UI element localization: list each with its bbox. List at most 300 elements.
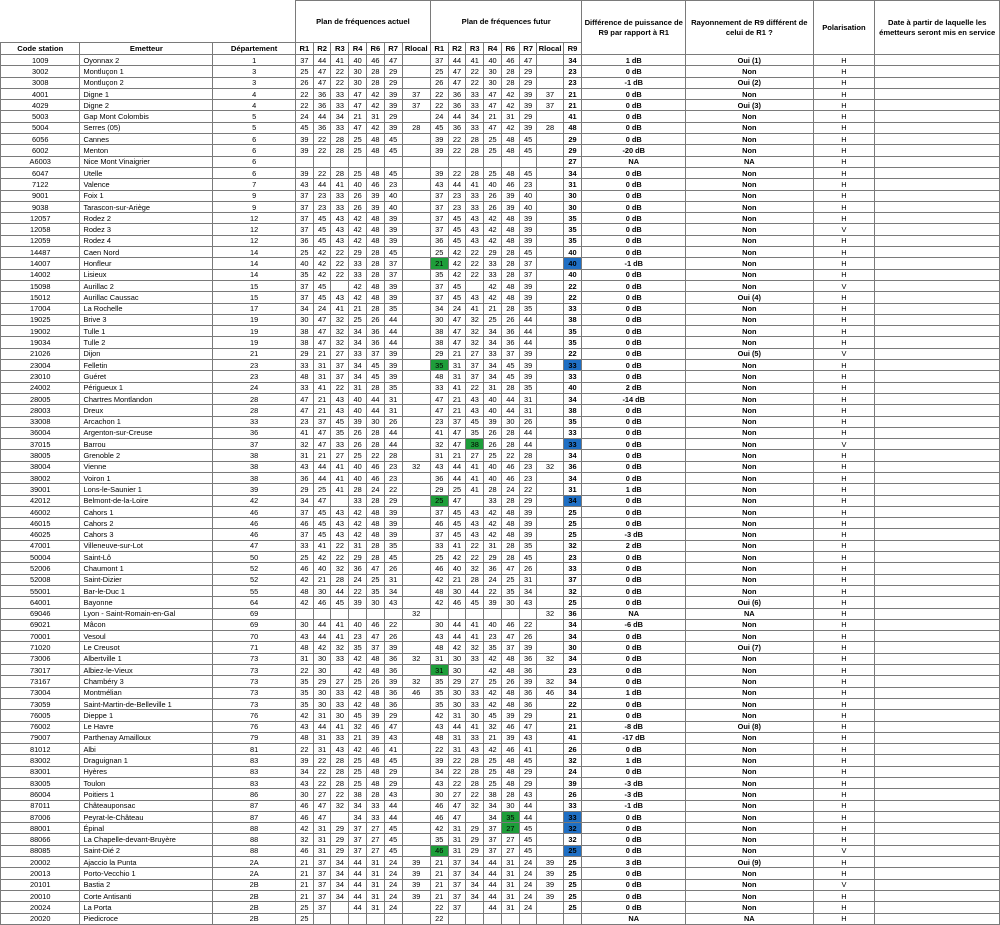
polarisation-cell: H [813, 495, 875, 506]
actuel-freq-cell: 30 [295, 789, 313, 800]
r9-cell: 37 [563, 574, 582, 585]
futur-freq-cell [484, 913, 502, 924]
futur-freq-cell: 28 [466, 755, 484, 766]
futur-freq-cell: 46 [448, 597, 466, 608]
futur-freq-cell [448, 156, 466, 167]
actuel-freq-cell: 41 [331, 484, 349, 495]
actuel-freq-cell: 39 [402, 890, 430, 901]
date-cell [875, 755, 1000, 766]
actuel-freq-cell: 36 [367, 326, 385, 337]
futur-freq-cell: 37 [448, 890, 466, 901]
futur-freq-cell: 47 [484, 88, 502, 99]
code-station-cell: 28003 [1, 405, 80, 416]
code-station-cell: 4029 [1, 100, 80, 111]
code-station-cell: 39001 [1, 484, 80, 495]
futur-freq-cell: 31 [501, 902, 519, 913]
actuel-freq-cell: 48 [367, 235, 385, 246]
emetteur-cell: Rodez 2 [80, 213, 213, 224]
code-station-cell: 14002 [1, 269, 80, 280]
futur-freq-cell: 37 [519, 269, 537, 280]
r9-cell: 41 [563, 111, 582, 122]
emetteur-cell: Dieppe 1 [80, 710, 213, 721]
emetteur-cell: Brive 3 [80, 314, 213, 325]
futur-freq-cell: 47 [448, 427, 466, 438]
header-plan-futur: Plan de fréquences futur [430, 1, 582, 43]
actuel-freq-cell: 42 [349, 506, 367, 517]
actuel-freq-cell: 36 [384, 665, 402, 676]
futur-freq-cell: 48 [501, 766, 519, 777]
emetteur-cell: Cahors 1 [80, 506, 213, 517]
actuel-freq-cell [402, 540, 430, 551]
actuel-freq-cell: 31 [313, 732, 331, 743]
departement-cell: 46 [213, 529, 296, 540]
futur-freq-cell: 39 [519, 224, 537, 235]
emetteur-cell: Cahors 3 [80, 529, 213, 540]
futur-freq-cell: 44 [519, 427, 537, 438]
futur-freq-cell: 45 [501, 371, 519, 382]
actuel-freq-cell: 33 [331, 439, 349, 450]
futur-freq-cell: 39 [501, 710, 519, 721]
polarisation-cell: H [813, 292, 875, 303]
r9-cell: 40 [563, 258, 582, 269]
futur-freq-cell: 48 [501, 687, 519, 698]
futur-freq-cell: 44 [484, 868, 502, 879]
departement-cell: 3 [213, 66, 296, 77]
futur-freq-cell: 41 [466, 179, 484, 190]
code-station-cell: 14007 [1, 258, 80, 269]
actuel-freq-cell: 33 [331, 653, 349, 664]
futur-freq-cell: 31 [484, 382, 502, 393]
futur-freq-cell [537, 450, 563, 461]
futur-freq-cell: 43 [466, 393, 484, 404]
actuel-freq-cell: 47 [313, 439, 331, 450]
date-cell [875, 348, 1000, 359]
futur-freq-cell: 36 [519, 653, 537, 664]
actuel-freq-cell: 45 [384, 134, 402, 145]
header-emetteur: Emetteur [80, 43, 213, 55]
actuel-freq-cell: 21 [313, 393, 331, 404]
futur-freq-cell: 43 [519, 732, 537, 743]
actuel-freq-cell: 28 [402, 122, 430, 133]
actuel-freq-cell: 29 [384, 766, 402, 777]
futur-freq-cell: 45 [519, 834, 537, 845]
emetteur-cell: Chaumont 1 [80, 563, 213, 574]
futur-freq-cell: 32 [484, 721, 502, 732]
code-station-cell: 9038 [1, 201, 80, 212]
futur-freq-cell [537, 597, 563, 608]
table-row [1, 382, 1000, 393]
futur-freq-cell: 46 [430, 800, 448, 811]
actuel-freq-cell [402, 755, 430, 766]
emetteur-cell: Oyonnax 2 [80, 55, 213, 66]
actuel-freq-cell: 28 [367, 552, 385, 563]
actuel-freq-cell: 43 [331, 393, 349, 404]
actuel-freq-cell: 28 [349, 484, 367, 495]
actuel-freq-cell: 37 [349, 823, 367, 834]
futur-freq-cell: 39 [519, 88, 537, 99]
actuel-freq-cell: 29 [384, 111, 402, 122]
actuel-freq-cell: 25 [349, 314, 367, 325]
departement-cell: 73 [213, 698, 296, 709]
actuel-freq-cell: 29 [349, 247, 367, 258]
r9-cell: 33 [563, 800, 582, 811]
date-cell [875, 382, 1000, 393]
futur-freq-cell: 21 [430, 868, 448, 879]
actuel-freq-cell: 28 [367, 540, 385, 551]
futur-freq-cell: 44 [448, 111, 466, 122]
actuel-freq-cell: 25 [295, 913, 313, 924]
header-futur-col: R6 [501, 43, 519, 55]
departement-cell: 83 [213, 755, 296, 766]
actuel-freq-cell: 46 [295, 518, 313, 529]
difference-cell: 2 dB [582, 382, 686, 393]
actuel-freq-cell: 34 [331, 111, 349, 122]
polarisation-cell: H [813, 619, 875, 630]
polarisation-cell: H [813, 653, 875, 664]
emetteur-cell: Barrou [80, 439, 213, 450]
futur-freq-cell: 44 [448, 721, 466, 732]
futur-freq-cell: 25 [430, 66, 448, 77]
futur-freq-cell: 48 [501, 778, 519, 789]
r9-cell: 25 [563, 857, 582, 868]
difference-cell: 0 dB [582, 303, 686, 314]
actuel-freq-cell: 37 [402, 100, 430, 111]
date-cell [875, 902, 1000, 913]
actuel-freq-cell: 33 [295, 382, 313, 393]
futur-freq-cell: 30 [466, 710, 484, 721]
futur-freq-cell: 30 [430, 789, 448, 800]
emetteur-cell: Vesoul [80, 631, 213, 642]
date-cell [875, 744, 1000, 755]
code-station-cell: 47001 [1, 540, 80, 551]
futur-freq-cell [537, 190, 563, 201]
difference-cell: 0 dB [582, 179, 686, 190]
actuel-freq-cell [331, 811, 349, 822]
polarisation-cell: H [813, 755, 875, 766]
futur-freq-cell: 31 [501, 857, 519, 868]
futur-freq-cell: 42 [484, 235, 502, 246]
actuel-freq-cell: 27 [313, 789, 331, 800]
futur-freq-cell: 24 [430, 111, 448, 122]
difference-cell: 0 dB [582, 653, 686, 664]
date-cell [875, 619, 1000, 630]
departement-cell: 79 [213, 732, 296, 743]
rayonnement-cell: Non [686, 179, 814, 190]
futur-freq-cell: 42 [501, 122, 519, 133]
date-cell [875, 461, 1000, 472]
futur-freq-cell: 30 [448, 653, 466, 664]
departement-cell: 4 [213, 100, 296, 111]
polarisation-cell: H [813, 665, 875, 676]
futur-freq-cell: 43 [466, 224, 484, 235]
futur-freq-cell [537, 427, 563, 438]
date-cell [875, 913, 1000, 924]
actuel-freq-cell: 31 [367, 857, 385, 868]
futur-freq-cell: 34 [484, 360, 502, 371]
futur-freq-cell: 38 [466, 439, 484, 450]
futur-freq-cell: 43 [430, 778, 448, 789]
futur-freq-cell: 46 [430, 845, 448, 856]
futur-freq-cell: 21 [430, 879, 448, 890]
rayonnement-cell: NA [686, 913, 814, 924]
polarisation-cell: H [813, 902, 875, 913]
actuel-freq-cell: 22 [313, 778, 331, 789]
futur-freq-cell: 24 [519, 868, 537, 879]
futur-freq-cell: 34 [484, 326, 502, 337]
rayonnement-cell: Oui (6) [686, 597, 814, 608]
futur-freq-cell [519, 913, 537, 924]
table-row [1, 461, 1000, 472]
futur-freq-cell: 41 [466, 472, 484, 483]
futur-freq-cell: 22 [430, 744, 448, 755]
r9-cell: 35 [563, 235, 582, 246]
actuel-freq-cell: 22 [331, 789, 349, 800]
actuel-freq-cell: 33 [367, 800, 385, 811]
polarisation-cell: H [813, 337, 875, 348]
actuel-freq-cell: 47 [313, 66, 331, 77]
polarisation-cell: H [813, 179, 875, 190]
actuel-freq-cell [402, 382, 430, 393]
actuel-freq-cell: 21 [295, 857, 313, 868]
actuel-freq-cell [384, 608, 402, 619]
actuel-freq-cell: 42 [349, 213, 367, 224]
polarisation-cell: H [813, 111, 875, 122]
date-cell [875, 800, 1000, 811]
actuel-freq-cell [384, 156, 402, 167]
futur-freq-cell: 35 [430, 360, 448, 371]
futur-freq-cell: 44 [519, 326, 537, 337]
actuel-freq-cell: 33 [331, 732, 349, 743]
futur-freq-cell: 27 [501, 834, 519, 845]
table-row [1, 574, 1000, 585]
actuel-freq-cell: 31 [295, 450, 313, 461]
actuel-freq-cell [402, 472, 430, 483]
code-station-cell: 14487 [1, 247, 80, 258]
r9-cell: 29 [563, 145, 582, 156]
difference-cell: 0 dB [582, 213, 686, 224]
actuel-freq-cell: 45 [384, 247, 402, 258]
table-row [1, 450, 1000, 461]
actuel-freq-cell [402, 145, 430, 156]
futur-freq-cell: 25 [430, 552, 448, 563]
actuel-freq-cell: 29 [384, 77, 402, 88]
table-row [1, 314, 1000, 325]
difference-cell: 0 dB [582, 348, 686, 359]
futur-freq-cell: 38 [484, 789, 502, 800]
rayonnement-cell: Non [686, 167, 814, 178]
difference-cell: 0 dB [582, 427, 686, 438]
r9-cell: 33 [563, 371, 582, 382]
rayonnement-cell: Oui (3) [686, 100, 814, 111]
actuel-freq-cell: 43 [331, 744, 349, 755]
futur-freq-cell [537, 721, 563, 732]
futur-freq-cell: 47 [448, 439, 466, 450]
departement-cell: 76 [213, 721, 296, 732]
actuel-freq-cell [402, 292, 430, 303]
r9-cell: 35 [563, 213, 582, 224]
actuel-freq-cell: 32 [402, 676, 430, 687]
emetteur-cell: Albi [80, 744, 213, 755]
futur-freq-cell: 48 [430, 585, 448, 596]
actuel-freq-cell: 28 [384, 450, 402, 461]
difference-cell: 0 dB [582, 247, 686, 258]
actuel-freq-cell: 28 [367, 247, 385, 258]
polarisation-cell: H [813, 314, 875, 325]
r9-cell: 33 [563, 360, 582, 371]
actuel-freq-cell: 31 [367, 890, 385, 901]
futur-freq-cell: 22 [448, 755, 466, 766]
date-cell [875, 179, 1000, 190]
polarisation-cell: H [813, 529, 875, 540]
futur-freq-cell: 28 [466, 574, 484, 585]
table-row [1, 472, 1000, 483]
futur-freq-cell: 41 [466, 619, 484, 630]
futur-freq-cell: 38 [430, 337, 448, 348]
actuel-freq-cell: 43 [295, 721, 313, 732]
futur-freq-cell: 35 [501, 585, 519, 596]
rayonnement-cell: Non [686, 337, 814, 348]
futur-freq-cell: 31 [448, 823, 466, 834]
actuel-freq-cell: 37 [349, 834, 367, 845]
futur-freq-cell [430, 608, 448, 619]
table-row [1, 744, 1000, 755]
rayonnement-cell: Non [686, 732, 814, 743]
actuel-freq-cell: 47 [313, 495, 331, 506]
rayonnement-cell: Non [686, 755, 814, 766]
departement-cell: 28 [213, 393, 296, 404]
actuel-freq-cell: 46 [295, 563, 313, 574]
polarisation-cell: H [813, 393, 875, 404]
futur-freq-cell [537, 529, 563, 540]
date-cell [875, 506, 1000, 517]
futur-freq-cell: 31 [519, 574, 537, 585]
code-station-cell: 23010 [1, 371, 80, 382]
futur-freq-cell: 35 [430, 834, 448, 845]
futur-freq-cell: 34 [519, 585, 537, 596]
rayonnement-cell: Non [686, 258, 814, 269]
actuel-freq-cell: 46 [367, 619, 385, 630]
actuel-freq-cell: 45 [313, 292, 331, 303]
futur-freq-cell: 31 [501, 111, 519, 122]
difference-cell: -1 dB [582, 77, 686, 88]
rayonnement-cell: Non [686, 439, 814, 450]
futur-freq-cell: 35 [466, 427, 484, 438]
futur-freq-cell [537, 913, 563, 924]
futur-freq-cell: 21 [430, 258, 448, 269]
futur-freq-cell: 28 [466, 167, 484, 178]
futur-freq-cell [537, 472, 563, 483]
date-cell [875, 608, 1000, 619]
table-row [1, 66, 1000, 77]
actuel-freq-cell: 39 [384, 348, 402, 359]
departement-cell: 17 [213, 303, 296, 314]
actuel-freq-cell: 48 [367, 145, 385, 156]
actuel-freq-cell [402, 235, 430, 246]
emetteur-cell: Arcachon 1 [80, 416, 213, 427]
difference-cell: 0 dB [582, 744, 686, 755]
actuel-freq-cell: 41 [331, 472, 349, 483]
futur-freq-cell: 37 [430, 213, 448, 224]
rayonnement-cell: Oui (2) [686, 77, 814, 88]
futur-freq-cell: 43 [519, 789, 537, 800]
rayonnement-cell: Non [686, 235, 814, 246]
departement-cell: 88 [213, 823, 296, 834]
actuel-freq-cell [402, 506, 430, 517]
polarisation-cell: V [813, 348, 875, 359]
header-actuel-col: R2 [313, 43, 331, 55]
actuel-freq-cell: 22 [331, 382, 349, 393]
futur-freq-cell [537, 247, 563, 258]
actuel-freq-cell: 36 [384, 687, 402, 698]
r9-cell: 35 [563, 337, 582, 348]
departement-cell: 15 [213, 292, 296, 303]
rayonnement-cell: Non [686, 111, 814, 122]
actuel-freq-cell: 44 [367, 405, 385, 416]
departement-cell: 2B [213, 879, 296, 890]
actuel-freq-cell: 35 [384, 303, 402, 314]
futur-freq-cell: 21 [484, 732, 502, 743]
actuel-freq-cell: 44 [313, 631, 331, 642]
futur-freq-cell [448, 608, 466, 619]
futur-freq-cell: 29 [430, 484, 448, 495]
date-cell [875, 427, 1000, 438]
r9-cell: 21 [563, 100, 582, 111]
futur-freq-cell: 26 [484, 439, 502, 450]
futur-freq-cell: 29 [519, 495, 537, 506]
futur-freq-cell: 21 [430, 857, 448, 868]
futur-freq-cell: 37 [448, 902, 466, 913]
actuel-freq-cell: 42 [349, 653, 367, 664]
polarisation-cell: H [813, 631, 875, 642]
rayonnement-cell: Non [686, 879, 814, 890]
actuel-freq-cell: 33 [349, 348, 367, 359]
rayonnement-cell: Oui (7) [686, 642, 814, 653]
futur-freq-cell: 31 [430, 653, 448, 664]
futur-freq-cell: 22 [466, 247, 484, 258]
header-plan-actuel: Plan de fréquences actuel [295, 1, 430, 43]
futur-freq-cell: 24 [519, 879, 537, 890]
polarisation-cell: H [813, 303, 875, 314]
actuel-freq-cell: 23 [349, 631, 367, 642]
rayonnement-cell: Non [686, 416, 814, 427]
emetteur-cell: Porto-Vecchio 1 [80, 868, 213, 879]
actuel-freq-cell [402, 698, 430, 709]
futur-freq-cell: 37 [484, 823, 502, 834]
actuel-freq-cell [402, 732, 430, 743]
rayonnement-cell: Non [686, 360, 814, 371]
polarisation-cell: H [813, 235, 875, 246]
code-station-cell: 36004 [1, 427, 80, 438]
futur-freq-cell: 42 [484, 280, 502, 291]
date-cell [875, 201, 1000, 212]
actuel-freq-cell: 21 [295, 868, 313, 879]
date-cell [875, 597, 1000, 608]
difference-cell: 0 dB [582, 766, 686, 777]
actuel-freq-cell: 34 [331, 879, 349, 890]
futur-freq-cell [537, 552, 563, 563]
actuel-freq-cell: 42 [313, 552, 331, 563]
rayonnement-cell: Non [686, 201, 814, 212]
futur-freq-cell: 44 [501, 393, 519, 404]
rayonnement-cell: Non [686, 676, 814, 687]
actuel-freq-cell: 47 [367, 631, 385, 642]
difference-cell: 0 dB [582, 552, 686, 563]
futur-freq-cell: 22 [430, 88, 448, 99]
futur-freq-cell: 45 [519, 755, 537, 766]
futur-freq-cell: 39 [501, 201, 519, 212]
table-row [1, 834, 1000, 845]
futur-freq-cell: 22 [501, 450, 519, 461]
